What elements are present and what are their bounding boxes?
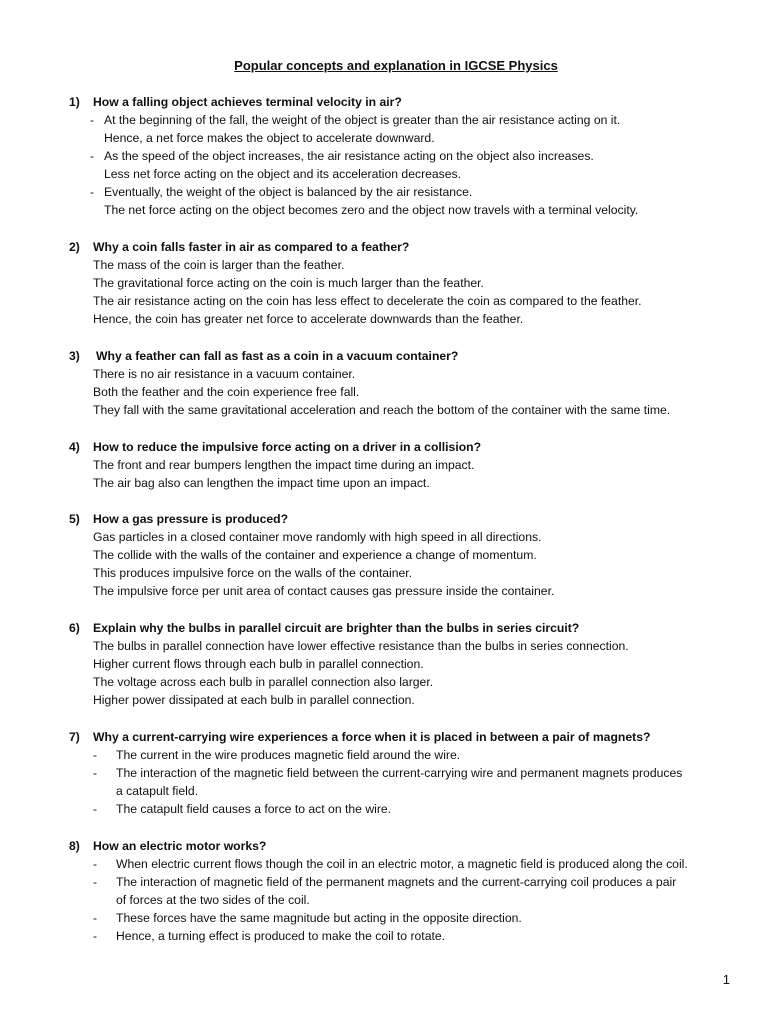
answer-line: Eventually, the weight of the object is balanced by the air resistance.	[104, 185, 473, 199]
question-number: 7)	[69, 730, 80, 744]
question-heading: Why a feather can fall as fast as a coin in a vacuum container?	[96, 349, 459, 363]
answer-line: The interaction of the magnetic field between the current-carrying wire and permanent magnets produces	[116, 766, 683, 780]
answer-line: This produces impulsive force on the walls of the container.	[93, 566, 413, 580]
answer-line: The front and rear bumpers lengthen the impact time during an impact.	[93, 458, 475, 472]
question-heading: How a falling object achieves terminal velocity in air?	[93, 95, 402, 109]
answer-line: They fall with the same gravitational acceleration and reach the bottom of the container with the same time.	[93, 403, 671, 417]
answer-line: The bulbs in parallel connection have lower effective resistance than the bulbs in series connection.	[93, 639, 629, 653]
answer-line: Hence, a turning effect is produced to make the coil to rotate.	[116, 929, 446, 943]
answer-line: The collide with the walls of the container and experience a change of momentum.	[93, 548, 537, 562]
bullet-dash: -	[93, 857, 98, 871]
answer-line: Less net force acting on the object and its acceleration decreases.	[104, 167, 462, 181]
answer-line: Gas particles in a closed container move randomly with high speed in all directions.	[93, 530, 542, 544]
answer-line: The voltage across each bulb in parallel connection also larger.	[93, 675, 434, 689]
question-number: 5)	[69, 512, 80, 526]
answer-line: When electric current flows though the coil in an electric motor, a magnetic field is produced along the coil.	[116, 857, 688, 871]
question-number: 6)	[69, 621, 80, 635]
answer-line: The interaction of magnetic field of the permanent magnets and the current-carrying coil produces a pair	[116, 875, 677, 889]
answer-line: As the speed of the object increases, the air resistance acting on the object also increases.	[104, 149, 594, 163]
answer-line: The catapult field causes a force to act on the wire.	[116, 802, 392, 816]
answer-line: These forces have the same magnitude but acting in the opposite direction.	[116, 911, 522, 925]
page-number: 1	[722, 972, 730, 987]
answer-line: Both the feather and the coin experience free fall.	[93, 385, 360, 399]
answer-line: The air bag also can lengthen the impact time upon an impact.	[93, 476, 430, 490]
bullet-dash: -	[93, 911, 98, 925]
answer-line: Higher current flows through each bulb in parallel connection.	[93, 657, 424, 671]
bullet-dash: -	[93, 929, 98, 943]
answer-line: The impulsive force per unit area of contact causes gas pressure inside the container.	[93, 584, 555, 598]
bullet-dash: -	[93, 766, 98, 780]
answer-line: At the beginning of the fall, the weight of the object is greater than the air resistance acting on it.	[104, 113, 621, 127]
answer-line: Higher power dissipated at each bulb in parallel connection.	[93, 693, 415, 707]
answer-line: The gravitational force acting on the coin is much larger than the feather.	[93, 276, 484, 290]
question-number: 2)	[69, 240, 80, 254]
question-heading: How an electric motor works?	[93, 839, 267, 853]
question-heading: Why a coin falls faster in air as compared to a feather?	[93, 240, 410, 254]
answer-line: The net force acting on the object becomes zero and the object now travels with a terminal velocity.	[104, 203, 639, 217]
answer-line: Hence, a net force makes the object to accelerate downward.	[104, 131, 435, 145]
bullet-dash: -	[90, 113, 95, 127]
question-heading: Why a current-carrying wire experiences a force when it is placed in between a pair of magnets?	[93, 730, 651, 744]
bullet-dash: -	[93, 802, 98, 816]
answer-line: There is no air resistance in a vacuum container.	[93, 367, 356, 381]
question-number: 3)	[69, 349, 80, 363]
bullet-dash: -	[93, 875, 98, 889]
answer-line: Hence, the coin has greater net force to accelerate downwards than the feather.	[93, 312, 524, 326]
question-number: 1)	[69, 95, 80, 109]
question-heading: Explain why the bulbs in parallel circuit are brighter than the bulbs in series circuit?	[93, 621, 580, 635]
bullet-dash: -	[90, 185, 95, 199]
question-number: 4)	[69, 440, 80, 454]
bullet-dash: -	[93, 748, 98, 762]
question-heading: How to reduce the impulsive force acting on a driver in a collision?	[93, 440, 482, 454]
question-number: 8)	[69, 839, 80, 853]
answer-line: a catapult field.	[116, 784, 198, 798]
page-title: Popular concepts and explanation in IGCSE Physics	[234, 58, 558, 73]
question-heading: How a gas pressure is produced?	[93, 512, 289, 526]
bullet-dash: -	[90, 149, 95, 163]
answer-line: The mass of the coin is larger than the feather.	[93, 258, 345, 272]
answer-line: The air resistance acting on the coin has less effect to decelerate the coin as compared to the feather.	[93, 294, 642, 308]
answer-line: of forces at the two sides of the coil.	[116, 893, 310, 907]
answer-line: The current in the wire produces magnetic field around the wire.	[116, 748, 461, 762]
